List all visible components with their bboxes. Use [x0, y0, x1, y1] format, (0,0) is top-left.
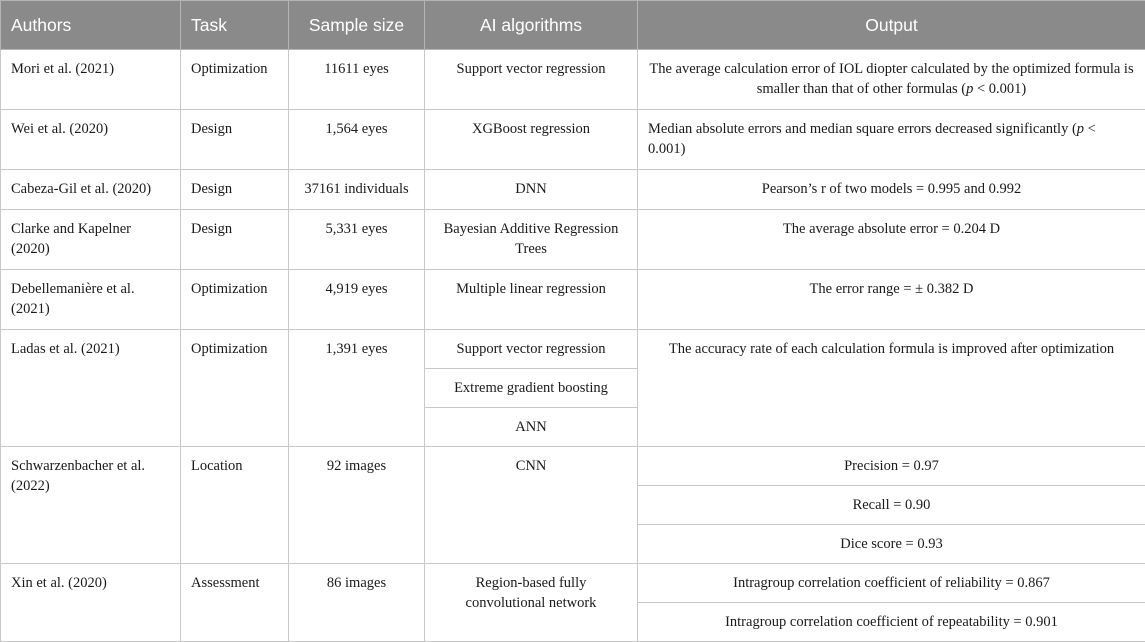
cell-authors: Cabeza-Gil et al. (2020): [1, 170, 181, 210]
cell-task: Optimization: [181, 270, 289, 330]
cell-sample-size: 5,331 eyes: [289, 210, 425, 270]
table-row: [1, 210, 1145, 270]
cell-output: Recall = 0.90: [638, 486, 1145, 525]
table-row: [1, 110, 1145, 170]
cell-task: Optimization: [181, 330, 289, 447]
cell-ai-algorithm: Multiple linear regression: [425, 270, 638, 330]
cell-task: Design: [181, 110, 289, 170]
header-task: Task: [181, 1, 289, 50]
header-output: Output: [638, 1, 1145, 50]
cell-ai-algorithm: Bayesian Additive Regression Trees: [425, 210, 638, 270]
cell-authors: Wei et al. (2020): [1, 110, 181, 170]
table-row: [1, 270, 1145, 330]
cell-task: Optimization: [181, 50, 289, 110]
cell-ai-algorithm: Support vector regression: [425, 50, 638, 110]
p-symbol: p: [1077, 121, 1084, 137]
cell-sample-size: 37161 individuals: [289, 170, 425, 210]
cell-output: [638, 110, 1145, 170]
cell-authors: Ladas et al. (2021): [1, 330, 181, 447]
header-authors: Authors: [1, 1, 181, 50]
cell-output: [638, 50, 1145, 110]
cell-output: Pearson’s r of two models = 0.995 and 0.992: [638, 170, 1145, 210]
cell-task: Assessment: [181, 564, 289, 642]
table-row: [1, 564, 1145, 603]
cell-ai-algorithm: DNN: [425, 170, 638, 210]
cell-authors: Clarke and Kapelner (2020): [1, 210, 181, 270]
cell-authors: Xin et al. (2020): [1, 564, 181, 642]
cell-output: Precision = 0.97: [638, 447, 1145, 486]
cell-ai-algorithm: Region-based fully convolutional network: [425, 564, 638, 642]
cell-sample-size: 92 images: [289, 447, 425, 564]
table-row: [1, 330, 1145, 369]
output-text-end: < 0.001): [648, 121, 1096, 157]
cell-sample-size: 11611 eyes: [289, 50, 425, 110]
cell-authors: Schwarzenbacher et al. (2022): [1, 447, 181, 564]
output-text: The average calculation error of IOL diopter calculated by the optimized formula is smaller than that of other formulas (: [649, 61, 1133, 97]
output-text: Median absolute errors and median square errors decreased significantly (: [648, 121, 1077, 137]
cell-authors: Mori et al. (2021): [1, 50, 181, 110]
cell-ai-algorithm: ANN: [425, 408, 638, 447]
header-ai-algorithms: AI algorithms: [425, 1, 638, 50]
cell-output: The accuracy rate of each calculation formula is improved after optimization: [638, 330, 1145, 447]
cell-ai-algorithm: Support vector regression: [425, 330, 638, 369]
cell-output: Intragroup correlation coefficient of repeatability = 0.901: [638, 603, 1145, 642]
cell-task: Design: [181, 210, 289, 270]
output-text-end: < 0.001): [973, 81, 1026, 97]
table-row: [1, 170, 1145, 210]
cell-output: Dice score = 0.93: [638, 525, 1145, 564]
cell-sample-size: 1,564 eyes: [289, 110, 425, 170]
cell-sample-size: 4,919 eyes: [289, 270, 425, 330]
cell-task: Location: [181, 447, 289, 564]
cell-ai-algorithm: CNN: [425, 447, 638, 564]
cell-sample-size: 1,391 eyes: [289, 330, 425, 447]
cell-ai-algorithm: Extreme gradient boosting: [425, 369, 638, 408]
cell-task: Design: [181, 170, 289, 210]
p-symbol: p: [966, 81, 973, 97]
cell-output: The average absolute error = 0.204 D: [638, 210, 1145, 270]
table-row: [1, 447, 1145, 486]
header-row: [1, 1, 1145, 50]
table-row: [1, 50, 1145, 110]
cell-ai-algorithm: XGBoost regression: [425, 110, 638, 170]
cell-output: Intragroup correlation coefficient of reliability = 0.867: [638, 564, 1145, 603]
cell-sample-size: 86 images: [289, 564, 425, 642]
header-sample-size: Sample size: [289, 1, 425, 50]
cell-output: The error range = ± 0.382 D: [638, 270, 1145, 330]
cell-authors: Debellemanière et al. (2021): [1, 270, 181, 330]
